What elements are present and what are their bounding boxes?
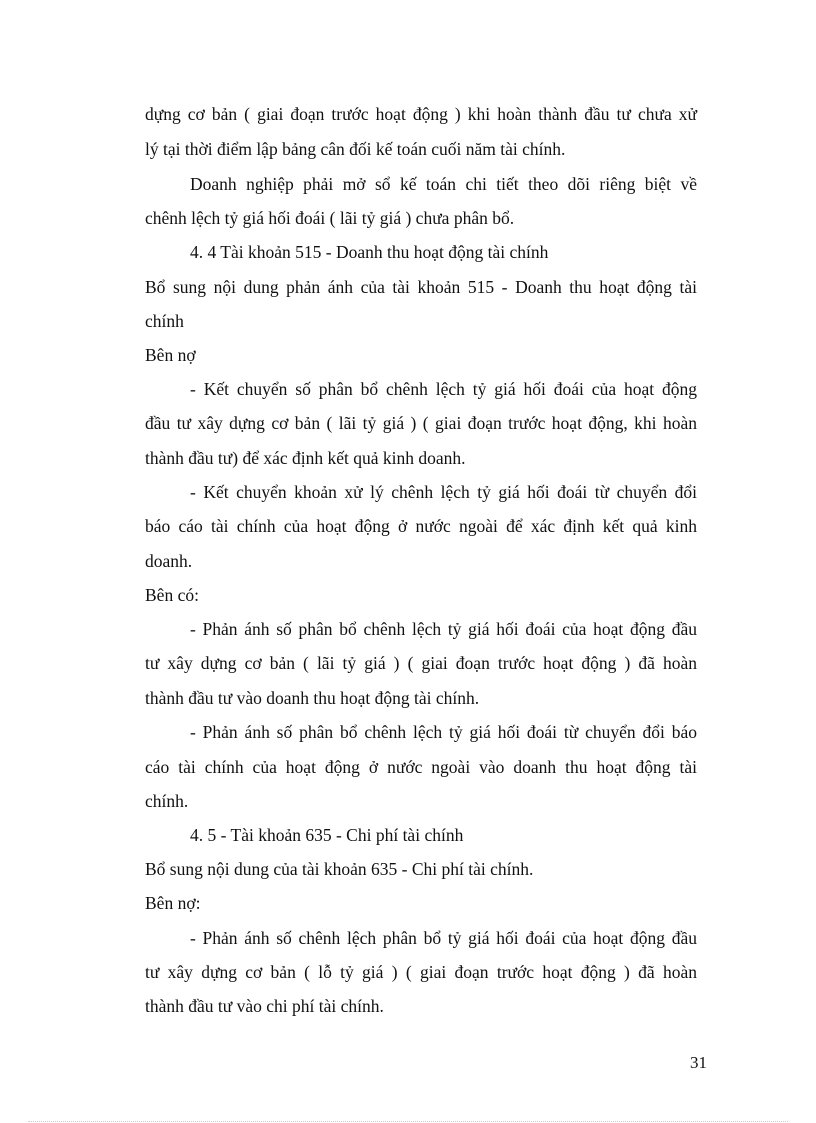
body-text-line: - Phản ánh số phân bổ chênh lệch tỷ giá hối đoái của hoạt động đầu	[190, 619, 697, 639]
body-text-line: thành đầu tư vào doanh thu hoạt động tài chính.	[145, 688, 480, 708]
body-text-line: chính.	[145, 791, 189, 811]
subheading: Bên nợ:	[145, 893, 201, 913]
section-heading: 4. 4 Tài khoản 515 - Doanh thu hoạt động tài chính	[190, 242, 549, 262]
body-text-line: dựng cơ bản ( giai đoạn trước hoạt động ) khi hoàn thành đầu tư chưa xử	[145, 104, 697, 124]
page-number: 31	[690, 1053, 707, 1072]
body-text-line: doanh.	[145, 551, 193, 571]
body-text-line: - Kết chuyển khoản xử lý chênh lệch tỷ giá hối đoái từ chuyển đổi	[190, 482, 697, 502]
body-text-line: - Kết chuyển số phân bổ chênh lệch tỷ giá hối đoái của hoạt động	[190, 379, 697, 399]
body-text-line: cáo tài chính của hoạt động ở nước ngoài vào doanh thu hoạt động tài	[145, 757, 697, 777]
body-text-line: đầu tư xây dựng cơ bản ( lãi tỷ giá ) ( giai đoạn trước hoạt động, khi hoàn	[145, 413, 697, 433]
body-text-line: tư xây dựng cơ bản ( lỗ tỷ giá ) ( giai đoạn trước hoạt động ) đã hoàn	[145, 962, 697, 982]
body-text-line: chính	[145, 311, 184, 331]
page-bottom-divider	[28, 1121, 788, 1122]
body-text-line: lý tại thời điểm lập bảng cân đối kế toán cuối năm tài chính.	[145, 139, 566, 159]
body-text-line: Bổ sung nội dung phản ánh của tài khoản 515 - Doanh thu hoạt động tài	[145, 277, 697, 297]
body-text-line: thành đầu tư vào chi phí tài chính.	[145, 996, 384, 1016]
subheading: Bên có:	[145, 585, 199, 605]
body-text-line: - Phản ánh số phân bổ chênh lệch tỷ giá hối đoái từ chuyển đổi báo	[190, 722, 697, 742]
body-text-line: báo cáo tài chính của hoạt động ở nước ngoài để xác định kết quả kinh	[145, 516, 697, 536]
body-text-line: tư xây dựng cơ bản ( lãi tỷ giá ) ( giai đoạn trước hoạt động ) đã hoàn	[145, 653, 697, 673]
subheading: Bên nợ	[145, 345, 196, 365]
body-text-line: thành đầu tư) để xác định kết quả kinh doanh.	[145, 448, 466, 468]
section-heading: 4. 5 - Tài khoản 635 - Chi phí tài chính	[190, 825, 464, 845]
body-text-line: Doanh nghiệp phải mở sổ kế toán chi tiết theo dõi riêng biệt về	[190, 174, 697, 194]
body-text-line: Bổ sung nội dung của tài khoản 635 - Chi phí tài chính.	[145, 859, 534, 879]
body-text-line: chênh lệch tỷ giá hối đoái ( lãi tỷ giá ) chưa phân bổ.	[145, 208, 515, 228]
body-text-line: - Phản ánh số chênh lệch phân bổ tỷ giá hối đoái của hoạt động đầu	[190, 928, 697, 948]
